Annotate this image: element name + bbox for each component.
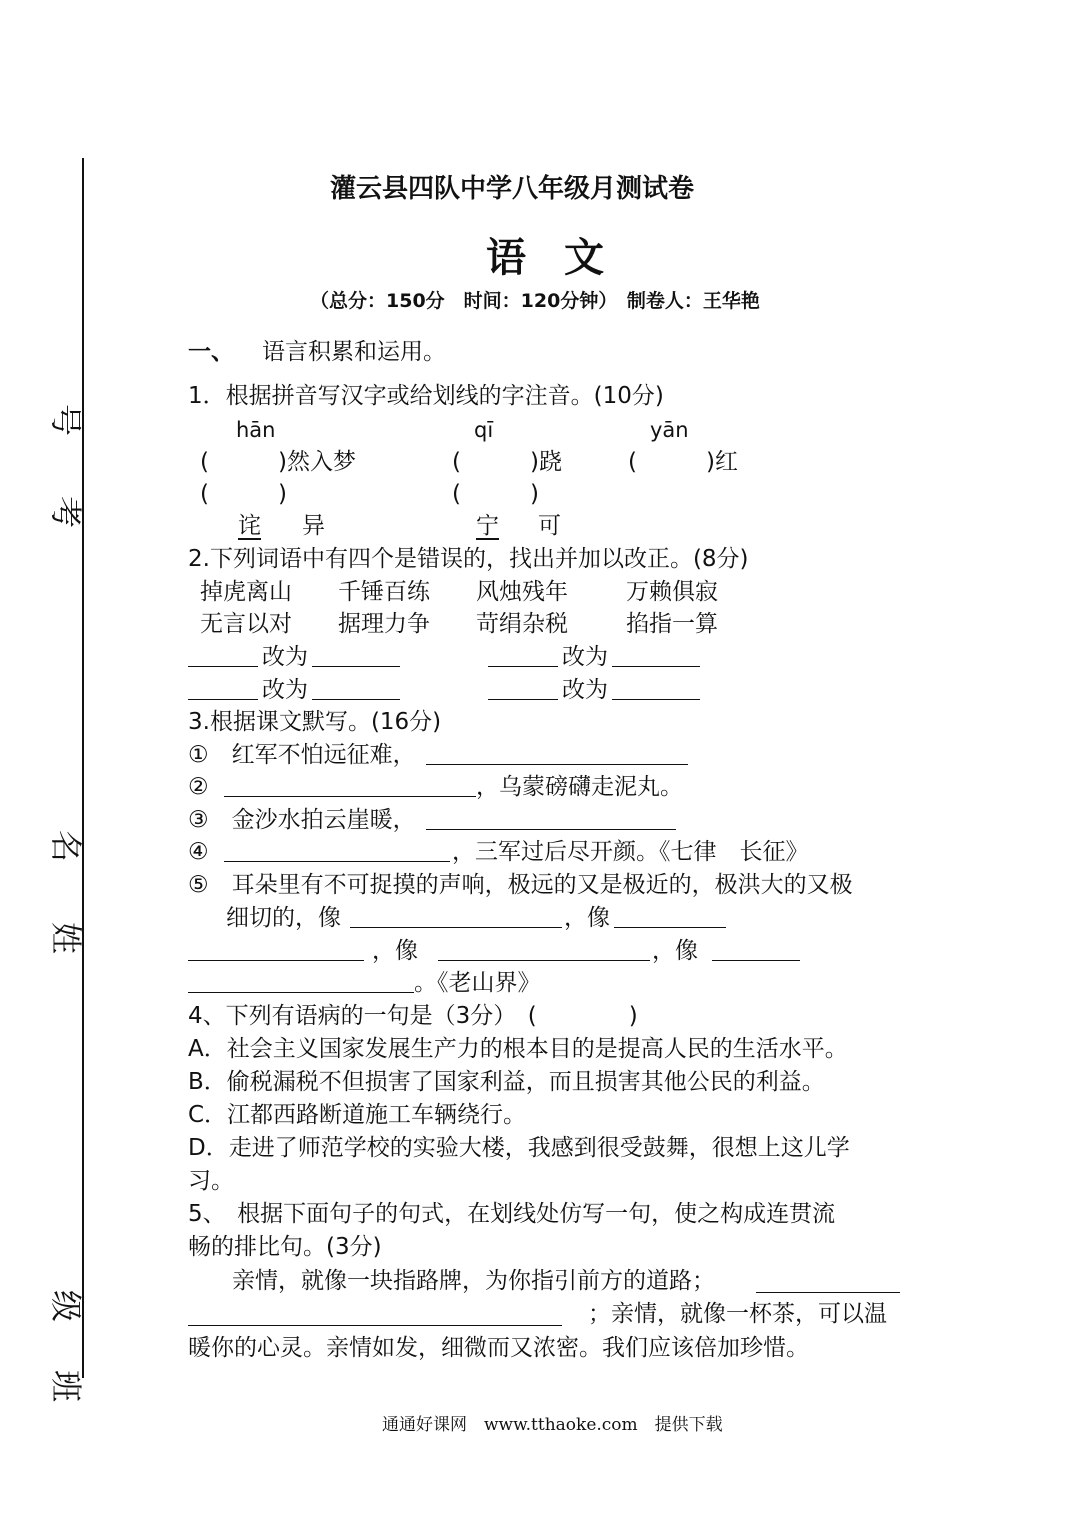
q2-blank[interactable] bbox=[612, 666, 700, 667]
q1-word-rest-2: 可 bbox=[538, 513, 561, 539]
q3-line-6b: ，像 bbox=[564, 905, 610, 931]
q3-blank-4[interactable] bbox=[224, 861, 450, 862]
q4-option-d-cont: 习。 bbox=[188, 1168, 234, 1194]
q2-blank[interactable] bbox=[488, 666, 558, 667]
binding-line bbox=[82, 158, 84, 1378]
q5-blank-2[interactable] bbox=[188, 1325, 562, 1326]
q2-word: 掐指一算 bbox=[626, 611, 718, 637]
q5-para-2: ；亲情，就像一杯茶，可以温 bbox=[588, 1301, 887, 1327]
side-label-kao: 考 bbox=[47, 495, 85, 528]
q3-line-4: ，三军过后尽开颜。《七律 长征》 bbox=[452, 839, 809, 865]
q1-underlined-char-1: 诧 bbox=[238, 513, 261, 539]
q2-word: 据理力争 bbox=[338, 611, 430, 637]
q2-word: 掉虎离山 bbox=[200, 579, 292, 605]
q1-pinyin-2: qī bbox=[474, 418, 494, 442]
q3-blank-1[interactable] bbox=[426, 764, 688, 765]
q1-underlined-char-2: 宁 bbox=[476, 513, 499, 539]
q3-line-5: ⑤ 耳朵里有不可捉摸的声响，极远的又是极近的，极洪大的又极 bbox=[188, 872, 853, 898]
q3-line-4-num: ④ bbox=[188, 839, 209, 865]
q1-stem: 1．根据拼音写汉字或给划线的字注音。(10分) bbox=[188, 383, 664, 409]
side-label-ji: 级 bbox=[47, 1289, 85, 1322]
q4-option-a[interactable]: A．社会主义国家发展生产力的根本目的是提高人民的生活水平。 bbox=[188, 1036, 848, 1062]
q3-blank-8[interactable] bbox=[438, 960, 650, 961]
q1-pinyin-1: hān bbox=[236, 418, 276, 442]
section-number: 一、 bbox=[188, 339, 234, 365]
q3-blank-3[interactable] bbox=[426, 829, 676, 830]
q1-answer-1[interactable]: ( )然入梦 bbox=[200, 449, 356, 475]
q4-option-b[interactable]: B．偷税漏税不但损害了国家利益，而且损害其他公民的利益。 bbox=[188, 1069, 825, 1095]
section-title: 语言积累和运用。 bbox=[262, 339, 446, 365]
q2-gaiwei: 改为 bbox=[262, 644, 308, 670]
q5-blank-1[interactable] bbox=[756, 1292, 900, 1293]
q3-blank-6[interactable] bbox=[614, 927, 726, 928]
q3-blank-10[interactable] bbox=[188, 992, 414, 993]
q3-line-7b: ，像 bbox=[652, 938, 698, 964]
q1-answer-3[interactable]: ( )红 bbox=[628, 449, 738, 475]
q1-pinyin-3: yān bbox=[650, 418, 689, 442]
q1-answer-4[interactable]: ( ) bbox=[200, 481, 287, 507]
q2-blank[interactable] bbox=[488, 699, 558, 700]
q4-stem: 4、下列有语病的一句是（3分） ( ) bbox=[188, 1003, 638, 1029]
side-label-hao: 号 bbox=[47, 403, 85, 436]
q3-blank-9[interactable] bbox=[712, 960, 800, 961]
q2-word: 无言以对 bbox=[200, 611, 292, 637]
q2-stem: 2.下列词语中有四个是错误的，找出并加以改正。(8分) bbox=[188, 546, 749, 572]
q2-blank[interactable] bbox=[188, 666, 258, 667]
q1-answer-5[interactable]: ( ) bbox=[452, 481, 539, 507]
q2-blank[interactable] bbox=[312, 666, 400, 667]
q2-word: 万赖俱寂 bbox=[626, 579, 718, 605]
q2-word: 千锤百练 bbox=[338, 579, 430, 605]
q2-gaiwei: 改为 bbox=[262, 677, 308, 703]
side-label-ming: 名 bbox=[47, 829, 85, 862]
subject-title: 语文 bbox=[486, 235, 642, 281]
q5-stem-cont: 畅的排比句。(3分) bbox=[188, 1234, 382, 1260]
q1-word-rest-1: 异 bbox=[302, 513, 325, 539]
q5-stem: 5、 根据下面句子的句式，在划线处仿写一句，使之构成连贯流 bbox=[188, 1201, 836, 1227]
q2-word: 风烛残年 bbox=[476, 579, 568, 605]
q3-stem: 3.根据课文默写。(16分) bbox=[188, 709, 442, 735]
q5-para-3: 暖你的心灵。亲情如发，细微而又浓密。我们应该倍加珍惜。 bbox=[188, 1335, 809, 1361]
q3-line-7a: ，像 bbox=[372, 938, 418, 964]
q2-word: 苛绢杂税 bbox=[476, 611, 568, 637]
footer-text: 通通好课网 www.tthaoke.com 提供下载 bbox=[382, 1415, 723, 1435]
side-label-ban: 班 bbox=[47, 1369, 85, 1402]
q3-blank-2[interactable] bbox=[224, 796, 476, 797]
q2-gaiwei: 改为 bbox=[562, 677, 608, 703]
q3-line-6a: 细切的，像 bbox=[226, 905, 341, 931]
q2-blank[interactable] bbox=[312, 699, 400, 700]
q4-option-c[interactable]: C．江都西路断道施工车辆绕行。 bbox=[188, 1102, 527, 1128]
q3-line-8: 。《老山界》 bbox=[414, 970, 541, 996]
exam-title: 灌云县四队中学八年级月测试卷 bbox=[330, 174, 695, 204]
side-label-xing: 姓 bbox=[47, 921, 85, 954]
q4-option-d[interactable]: D．走进了师范学校的实验大楼，我感到很受鼓舞，很想上这儿学 bbox=[188, 1135, 850, 1161]
q3-blank-5[interactable] bbox=[350, 927, 562, 928]
q2-blank[interactable] bbox=[188, 699, 258, 700]
q5-para-1: 亲情，就像一块指路牌，为你指引前方的道路； bbox=[232, 1268, 715, 1294]
q2-blank[interactable] bbox=[612, 699, 700, 700]
q3-line-1: ① 红军不怕远征难， bbox=[188, 742, 416, 768]
exam-info: （总分：150分 时间：120分钟） 制卷人：王华艳 bbox=[310, 290, 760, 312]
q3-line-2: ，乌蒙磅礴走泥丸。 bbox=[476, 774, 683, 800]
q3-line-3: ③ 金沙水拍云崖暖， bbox=[188, 807, 416, 833]
q3-line-2-num: ② bbox=[188, 774, 209, 800]
q3-blank-7[interactable] bbox=[188, 960, 364, 961]
q2-gaiwei: 改为 bbox=[562, 644, 608, 670]
q1-answer-2[interactable]: ( )跷 bbox=[452, 449, 562, 475]
